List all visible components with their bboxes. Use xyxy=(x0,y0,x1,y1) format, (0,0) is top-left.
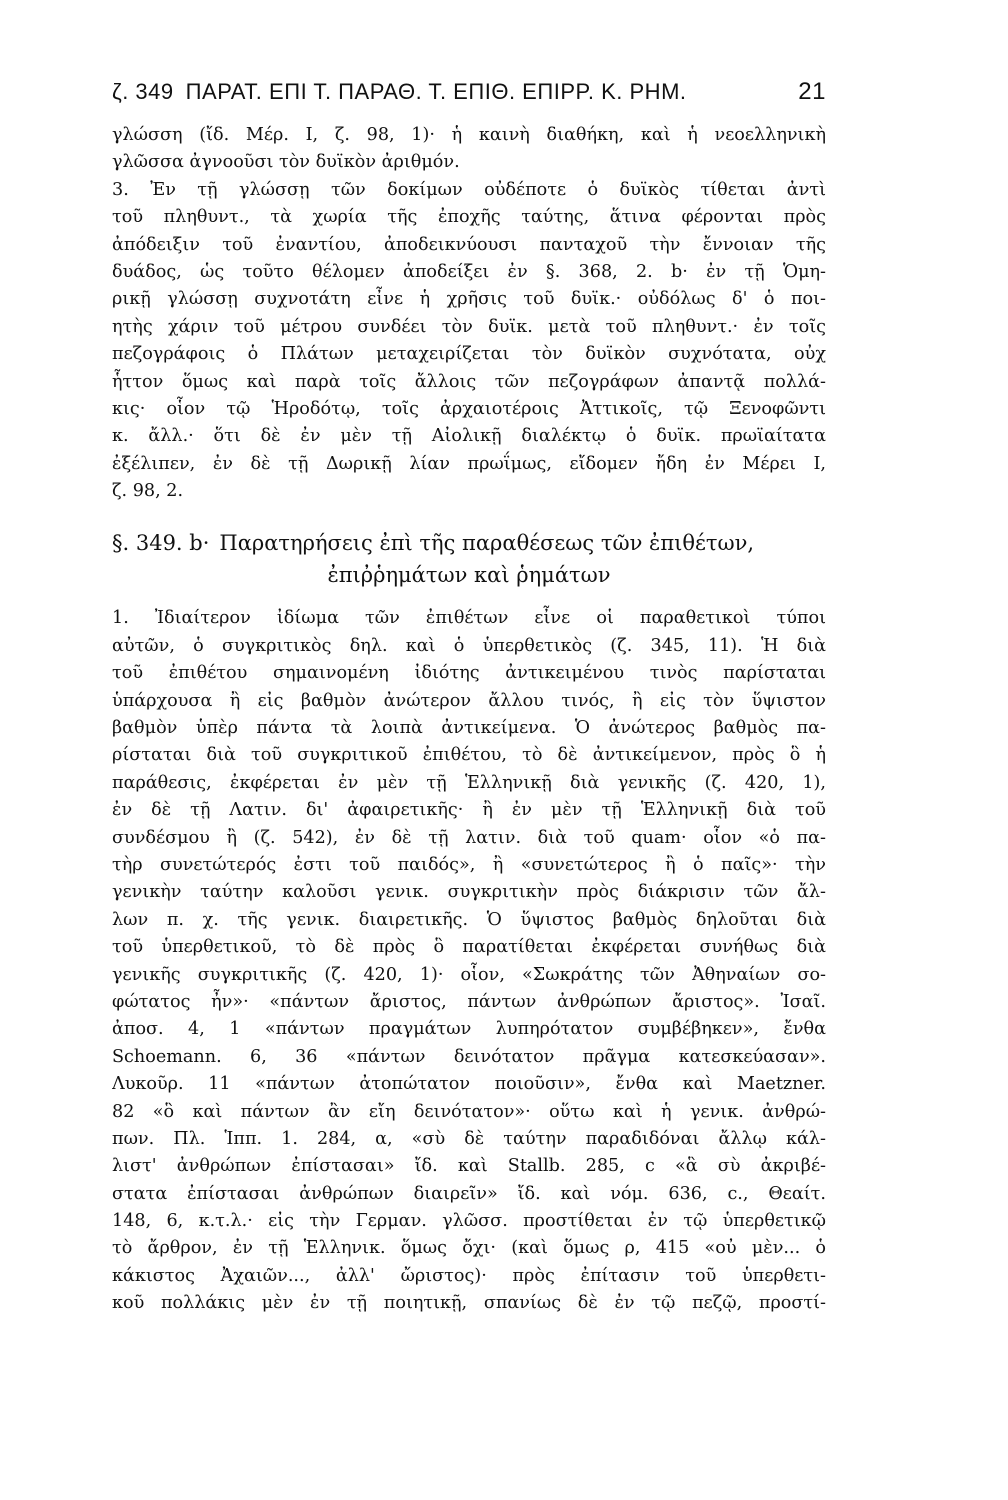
text-line: τὴρ συνετώτερός ἐστι τοῦ παιδός», ἢ «συνετώτερος ἢ ὁ παῖς»· τὴν xyxy=(112,854,826,875)
text-line: γλῶσσα ἀγνοοῦσι τὸν δυϊκὸν ἀριθμόν. xyxy=(112,152,460,173)
text-line: γενικὴν ταύτην καλοῦσι γενικ. συγκριτικὴν πρὸς διάκρισιν τῶν ἄλ- xyxy=(112,882,826,903)
text-line: λιστ' ἀνθρώπων ἐπίστασαι» ἴδ. καὶ Stallb. 285, c «ἃ σὺ ἀκριβέ- xyxy=(112,1156,826,1177)
intro-paragraphs xyxy=(112,122,826,505)
text-line: τοῦ ὑπερθετικοῦ, τὸ δὲ πρὸς ὃ παρατίθεται ἐκφέρεται συνήθως διὰ xyxy=(112,937,826,958)
text-line: κ. ἄλλ.· ὅτι δὲ ἐν μὲν τῇ Αἰολικῇ διαλέκτῳ ὁ δυϊκ. πρωϊαίτατα xyxy=(112,426,826,447)
text-line: ὑπάρχουσα ἢ εἰς βαθμὸν ἀνώτερον ἄλλου τινός, ἢ εἰς τὸν ὕψιστον xyxy=(112,690,826,711)
text-line: ἀπόδειξιν τοῦ ἐναντίου, ἀποδεικνύουσι πανταχοῦ τὴν ἔννοιαν τῆς xyxy=(112,234,826,255)
text-line: ἐξέλιπεν, ἐν δὲ τῇ Δωρικῇ λίαν πρωΐμως, εἴδομεν ἤδη ἐν Μέρει Ι, xyxy=(112,453,826,474)
text-line: κις· οἷον τῷ Ἡροδότῳ, τοῖς ἀρχαιοτέροις Ἀττικοῖς, τῷ Ξενοφῶντι xyxy=(112,398,826,419)
text-line: 3. Ἐν τῇ γλώσσῃ τῶν δοκίμων οὐδέποτε ὁ δυϊκὸς τίθεται ἀντὶ xyxy=(112,179,826,200)
book-page xyxy=(112,78,826,1318)
text-line: 1. Ἰδιαίτερον ἰδίωμα τῶν ἐπιθέτων εἶνε οἱ παραθετικοὶ τύποι xyxy=(112,608,826,629)
text-line: ἧττον ὅμως καὶ παρὰ τοῖς ἄλλοις τῶν πεζογράφων ἀπαντᾷ πολλά- xyxy=(112,371,826,392)
text-line: κοῦ πολλάκις μὲν ἐν τῇ ποιητικῇ, σπανίως δὲ ἐν τῷ πεζῷ, προστί- xyxy=(112,1293,826,1314)
page-number: 21 xyxy=(798,78,826,105)
running-head-left xyxy=(112,79,687,105)
text-line: πων. Πλ. Ἱππ. 1. 284, α, «σὺ δὲ ταύτην παραδιδόναι ἄλλῳ κάλ- xyxy=(112,1128,826,1149)
text-line: Λυκοῦρ. 11 «πάντων ἀτοπώτατον ποιοῦσιν», ἔνθα καὶ Maetzner. xyxy=(112,1074,826,1095)
section-heading-line-1 xyxy=(112,527,826,559)
section-title-part-2: ἐπιῤῥημάτων καὶ ῥημάτων xyxy=(327,563,611,588)
section-heading xyxy=(112,527,826,591)
text-line: αὐτῶν, ὁ συγκριτικὸς δηλ. καὶ ὁ ὑπερθετικὸς (ζ. 345, 11). Ἡ διὰ xyxy=(112,635,826,656)
text-line: ἀποσ. 4, 1 «πάντων πραγμάτων λυπηρότατον συμβέβηκεν», ἔνθα xyxy=(112,1019,826,1040)
text-line: συνδέσμου ἢ (ζ. 542), ἐν δὲ τῇ λατιν. διὰ τοῦ quam· οἷον «ὁ πα- xyxy=(112,827,826,848)
text-line: λων π. χ. τῆς γενικ. διαιρετικῆς. Ὁ ὕψιστος βαθμὸς δηλοῦται διὰ xyxy=(112,909,826,930)
text-line: 148, 6, κ.τ.λ.· εἰς τὴν Γερμαν. γλῶσσ. προστίθεται ἐν τῷ ὑπερθετικῷ xyxy=(112,1211,826,1232)
text-line: γλώσση (ἴδ. Μέρ. Ι, ζ. 98, 1)· ἡ καινὴ διαθήκη, καὶ ἡ νεοελληνικὴ xyxy=(112,125,826,145)
text-line: Schoemann. 6, 36 «πάντων δεινότατον πρᾶγμα κατεσκεύασαν». xyxy=(112,1046,826,1067)
text-line: 82 «ὃ καὶ πάντων ἂν εἴη δεινότατον»· οὕτω καὶ ἡ γενικ. ἀνθρώ- xyxy=(112,1101,826,1122)
text-line: ρίσταται διὰ τοῦ συγκριτικοῦ ἐπιθέτου, τὸ δὲ ἀντικείμενον, πρὸς ὃ ἡ xyxy=(112,745,826,766)
text-line: ἐν δὲ τῇ Λατιν. δι' ἀφαιρετικῆς· ἢ ἐν μὲν τῇ Ἑλληνικῇ διὰ τοῦ xyxy=(112,800,826,821)
text-line: παράθεσις, ἐκφέρεται ἐν μὲν τῇ Ἑλληνικῇ διὰ γενικῆς (ζ. 420, 1), xyxy=(112,772,826,793)
text-line: βαθμὸν ὑπὲρ πάντα τὰ λοιπὰ ἀντικείμενα. Ὁ ἀνώτερος βαθμὸς πα- xyxy=(112,718,826,739)
text-line: ητὴς χάριν τοῦ μέτρου συνδέει τὸν δυϊκ. μετὰ τοῦ πληθυντ.· ἐν τοῖς xyxy=(112,316,826,337)
text-line: γενικῆς συγκριτικῆς (ζ. 420, 1)· οἷον, «Σωκράτης τῶν Ἀθηναίων σο- xyxy=(112,964,826,985)
running-head xyxy=(112,78,826,118)
text-line: ρικῇ γλώσσῃ συχνοτάτη εἶνε ἡ χρῆσις τοῦ δυϊκ.· οὐδόλως δ' ὁ ποι- xyxy=(112,289,826,310)
text-line: πεζογράφοις ὁ Πλάτων μεταχειρίζεται τὸν δυϊκὸν συχνότατα, οὐχ xyxy=(112,344,826,365)
header-section-ref: ζ. 349 xyxy=(112,79,174,104)
text-line: κάκιστος Ἀχαιῶν..., ἀλλ' ὤριστος)· πρὸς ἐπίτασιν τοῦ ὑπερθετι- xyxy=(112,1265,826,1286)
header-title: ΠΑΡΑΤ. ΕΠΙ Τ. ΠΑΡΑΘ. Τ. ΕΠΙΘ. ΕΠΙΡΡ. Κ. ΡΗΜ. xyxy=(185,79,687,104)
text-line: τοῦ πληθυντ., τὰ χωρία τῆς ἐποχῆς ταύτης, ἅτινα φέρονται πρὸς xyxy=(112,207,826,228)
text-line: ζ. 98, 2. xyxy=(112,481,184,502)
text-line: στατα ἐπίστασαι ἀνθρώπων διαιρεῖν» ἴδ. καὶ νόμ. 636, c., Θεαίτ. xyxy=(112,1183,826,1204)
text-line: τὸ ἄρθρον, ἐν τῇ Ἑλληνικ. ὅμως ὄχι· (καὶ ὅμως ρ, 415 «οὐ μὲν... ὁ xyxy=(112,1238,826,1259)
text-line: τοῦ ἐπιθέτου σημαινομένη ἰδιότης ἀντικειμένου τινὸς παρίσταται xyxy=(112,663,826,684)
section-body xyxy=(112,605,826,1317)
text-line: δυάδος, ὡς τοῦτο θέλομεν ἀποδείξει ἐν §. 368, 2. b· ἐν τῇ Ὁμη- xyxy=(112,261,826,282)
section-number: §. 349. b· xyxy=(112,531,210,556)
text-line: φώτατος ἦν»· «πάντων ἄριστος, πάντων ἀνθρώπων ἄριστος». Ἰσαῖ. xyxy=(112,991,826,1012)
section-title-part-1: Παρατηρήσεις ἐπὶ τῆς παραθέσεως τῶν ἐπιθέτων, xyxy=(219,531,755,556)
